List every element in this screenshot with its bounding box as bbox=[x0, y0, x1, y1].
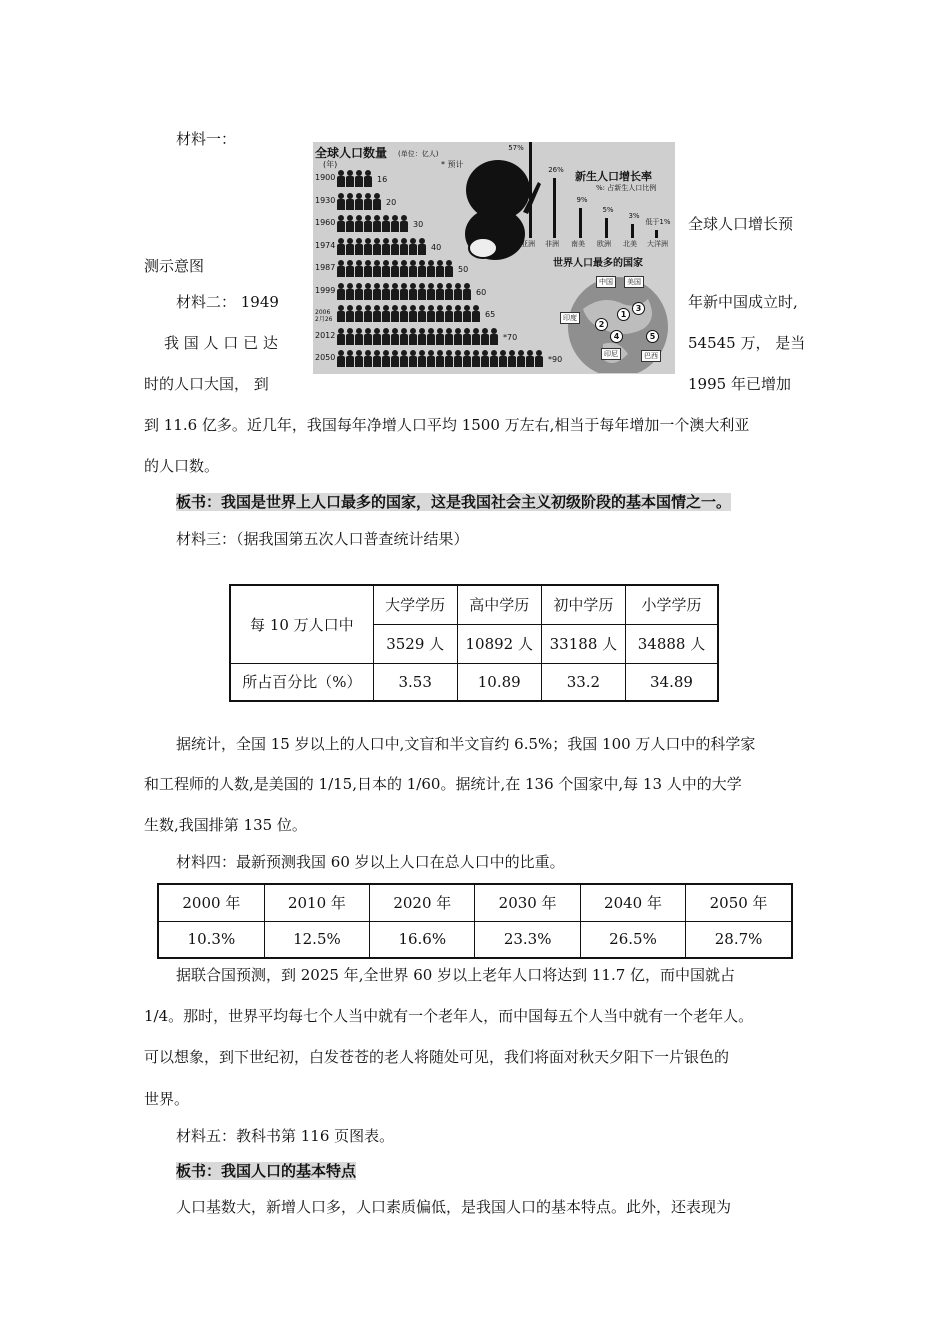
growth-rate-title: 新生人口增长率 bbox=[575, 170, 652, 183]
person-icon bbox=[337, 305, 345, 322]
person-icon bbox=[490, 328, 498, 345]
person-icon bbox=[418, 328, 426, 345]
table3-col-primary: 小学学历 bbox=[625, 585, 718, 624]
person-icon bbox=[346, 215, 354, 232]
person-icon bbox=[382, 350, 390, 367]
person-icon bbox=[499, 350, 507, 367]
person-icon bbox=[454, 350, 462, 367]
table3-pct-primary: 34.89 bbox=[625, 663, 718, 701]
person-icon bbox=[364, 238, 372, 255]
table4-year-2040: 2040 年 bbox=[580, 884, 685, 921]
person-icon bbox=[355, 283, 363, 300]
board-note-1 bbox=[176, 491, 731, 512]
person-icon bbox=[427, 305, 435, 322]
person-icon bbox=[400, 215, 408, 232]
un-line-1: 据联合国预测，到 2025 年,全世界 60 岁以上老年人口将达到 11.7 亿，而中国就占 bbox=[176, 966, 736, 984]
growth-arrow bbox=[655, 230, 658, 238]
row-value-label: 65 bbox=[485, 310, 496, 319]
growth-pct-label: 9% bbox=[576, 196, 588, 204]
person-icon bbox=[472, 350, 480, 367]
person-icon bbox=[445, 350, 453, 367]
table4-year-2050: 2050 年 bbox=[686, 884, 792, 921]
board-note-2 bbox=[176, 1160, 356, 1181]
growth-pct-label: 低于1% bbox=[645, 218, 671, 226]
country-rank-badge: 4 bbox=[610, 330, 623, 343]
person-icon bbox=[517, 350, 525, 367]
person-icon bbox=[355, 193, 363, 210]
person-icon bbox=[373, 215, 381, 232]
person-icon bbox=[373, 193, 381, 210]
person-icon bbox=[364, 170, 372, 187]
person-icon bbox=[445, 305, 453, 322]
population-row bbox=[337, 283, 486, 300]
person-icon bbox=[463, 350, 471, 367]
person-icon bbox=[346, 193, 354, 210]
person-icon bbox=[409, 260, 417, 277]
person-icon bbox=[481, 328, 489, 345]
person-icon bbox=[373, 283, 381, 300]
growth-arrow bbox=[605, 218, 608, 238]
country-rank-badge: 3 bbox=[632, 302, 645, 315]
infographic-year-label: (年) bbox=[323, 160, 338, 169]
material-3-label: 材料三：（据我国第五次人口普查统计结果） bbox=[176, 530, 469, 548]
growth-region-label: 北美 bbox=[623, 240, 637, 248]
table4-value-2030: 23.3% bbox=[475, 921, 580, 958]
person-icon bbox=[346, 283, 354, 300]
person-icon bbox=[337, 260, 345, 277]
table3-pct-middleschool: 33.2 bbox=[541, 663, 625, 701]
person-icon bbox=[355, 215, 363, 232]
country-label: 中国 bbox=[596, 276, 616, 288]
person-icon bbox=[337, 170, 345, 187]
person-icon bbox=[427, 328, 435, 345]
person-icon bbox=[400, 328, 408, 345]
person-icon bbox=[391, 283, 399, 300]
person-icon bbox=[445, 260, 453, 277]
table3-count-highschool: 10892 人 bbox=[457, 624, 541, 663]
material-2-text-c-right: 1995 年已增加 bbox=[688, 375, 791, 393]
person-icon bbox=[400, 350, 408, 367]
material-1-label: 材料一： bbox=[176, 130, 237, 148]
person-icon bbox=[364, 193, 372, 210]
stat-line-2: 和工程师的人数,是美国的 1/15,日本的 1/60。据统计,在 136 个国家中,每 13 人中的大学 bbox=[144, 775, 742, 793]
person-icon bbox=[364, 328, 372, 345]
person-icon bbox=[364, 283, 372, 300]
person-icon bbox=[535, 350, 543, 367]
growth-pct-label: 5% bbox=[602, 206, 614, 214]
row-year-label: 2050 bbox=[315, 353, 336, 362]
material-2-text: 材料二： 1949 bbox=[176, 293, 279, 311]
person-icon bbox=[472, 305, 480, 322]
table4-year-2010: 2010 年 bbox=[264, 884, 369, 921]
material-2-text-b-right: 54545 万， 是当 bbox=[688, 334, 806, 352]
person-icon bbox=[427, 350, 435, 367]
table4-value-2040: 26.5% bbox=[580, 921, 685, 958]
person-icon bbox=[382, 215, 390, 232]
person-icon bbox=[373, 350, 381, 367]
un-line-2: 1/4。那时，世界平均每七个人当中就有一个老年人，而中国每五个人当中就有一个老年人。 bbox=[144, 1007, 754, 1025]
person-icon bbox=[418, 350, 426, 367]
person-icon bbox=[454, 283, 462, 300]
country-label: 美国 bbox=[624, 276, 644, 288]
row-year-label: 1960 bbox=[315, 218, 336, 227]
growth-region-label: 南美 bbox=[571, 240, 585, 248]
person-icon bbox=[427, 260, 435, 277]
material-2-text-right: 年新中国成立时, bbox=[688, 293, 798, 311]
person-icon bbox=[436, 305, 444, 322]
person-icon bbox=[346, 170, 354, 187]
person-icon bbox=[436, 283, 444, 300]
person-icon bbox=[391, 328, 399, 345]
table4-value-2020: 16.6% bbox=[370, 921, 475, 958]
last-line: 人口基数大，新增人口多，人口素质偏低，是我国人口的基本特点。此外，还表现为 bbox=[176, 1198, 732, 1216]
person-icon bbox=[346, 260, 354, 277]
population-row bbox=[337, 215, 423, 232]
growth-region-label: 非洲 bbox=[545, 240, 559, 248]
growth-arrow bbox=[579, 208, 582, 238]
person-icon bbox=[409, 350, 417, 367]
un-line-3: 可以想象，到下世纪初，白发苍苍的老人将随处可见，我们将面对秋天夕阳下一片银色的 bbox=[144, 1048, 730, 1066]
country-label: 巴西 bbox=[641, 350, 661, 362]
row-value-label: 60 bbox=[476, 287, 487, 297]
person-icon bbox=[337, 193, 345, 210]
country-label: 印度 bbox=[560, 312, 580, 324]
person-icon bbox=[382, 328, 390, 345]
person-icon bbox=[373, 305, 381, 322]
row-year-label: 1987 bbox=[315, 263, 336, 272]
person-icon bbox=[463, 328, 471, 345]
person-icon bbox=[418, 238, 426, 255]
stat-line-3: 生数,我国排第 135 位。 bbox=[144, 816, 307, 834]
person-icon bbox=[436, 260, 444, 277]
education-table bbox=[229, 584, 719, 702]
person-icon bbox=[463, 305, 471, 322]
person-icon bbox=[436, 350, 444, 367]
person-icon bbox=[391, 215, 399, 232]
population-row bbox=[337, 305, 495, 322]
growth-arrow bbox=[553, 178, 556, 238]
row-year-label: 2006 2月26 bbox=[315, 309, 333, 323]
person-icon bbox=[337, 350, 345, 367]
infographic-unit: (单位：亿人) bbox=[398, 150, 439, 158]
growth-region-label: 亚洲 bbox=[521, 240, 535, 248]
person-icon bbox=[400, 305, 408, 322]
material-5-label: 材料五：教科书第 116 页图表。 bbox=[176, 1127, 395, 1145]
person-icon bbox=[490, 350, 498, 367]
person-icon bbox=[346, 238, 354, 255]
population-row bbox=[337, 350, 562, 367]
table3-count-primary: 34888 人 bbox=[625, 624, 718, 663]
table3-pct-header: 所占百分比（%） bbox=[230, 663, 373, 701]
person-icon bbox=[337, 238, 345, 255]
person-icon bbox=[373, 260, 381, 277]
person-icon bbox=[526, 350, 534, 367]
population-infographic bbox=[313, 142, 675, 374]
person-icon bbox=[445, 328, 453, 345]
population-row bbox=[337, 193, 396, 210]
table4-year-2020: 2020 年 bbox=[370, 884, 475, 921]
person-icon bbox=[391, 305, 399, 322]
material-1-caption: 全球人口增长预 bbox=[688, 215, 794, 233]
person-icon bbox=[445, 283, 453, 300]
person-icon bbox=[409, 328, 417, 345]
row-year-label: 1930 bbox=[315, 195, 336, 205]
person-icon bbox=[337, 283, 345, 300]
row-value-label: *70 bbox=[503, 332, 518, 342]
person-icon bbox=[364, 260, 372, 277]
person-icon bbox=[409, 305, 417, 322]
table3-row-header: 每 10 万人口中 bbox=[230, 585, 373, 663]
board-note-1-text: 板书：我国是世界上人口最多的国家，这是我国社会主义初级阶段的基本国情之一。 bbox=[176, 493, 732, 511]
country-rank-badge: 5 bbox=[646, 330, 659, 343]
infographic-forecast-note: * 预计 bbox=[441, 160, 464, 169]
growth-pct-label: 3% bbox=[628, 212, 640, 220]
row-year-label: 1900 bbox=[315, 173, 336, 182]
table4-value-2010: 12.5% bbox=[264, 921, 369, 958]
person-icon bbox=[382, 238, 390, 255]
person-icon bbox=[463, 283, 471, 300]
person-icon bbox=[355, 305, 363, 322]
row-value-label: *90 bbox=[548, 355, 563, 364]
un-line-4: 世界。 bbox=[144, 1090, 190, 1108]
person-icon bbox=[454, 305, 462, 322]
person-icon bbox=[472, 328, 480, 345]
person-icon bbox=[382, 283, 390, 300]
row-year-label: 1999 bbox=[315, 285, 336, 295]
board-note-2-text: 板书：我国人口的基本特点 bbox=[176, 1162, 357, 1180]
table3-count-middleschool: 33188 人 bbox=[541, 624, 625, 663]
person-icon bbox=[364, 305, 372, 322]
person-icon bbox=[400, 283, 408, 300]
person-icon bbox=[481, 350, 489, 367]
person-icon bbox=[373, 238, 381, 255]
person-icon bbox=[436, 328, 444, 345]
infographic-title: 全球人口数量 bbox=[315, 146, 388, 160]
row-year-label: 2012 bbox=[315, 330, 336, 340]
table3-count-college: 3529 人 bbox=[373, 624, 457, 663]
most-populous-title: 世界人口最多的国家 bbox=[553, 258, 643, 269]
row-value-label: 16 bbox=[377, 175, 388, 184]
row-value-label: 30 bbox=[413, 220, 424, 229]
person-icon bbox=[346, 328, 354, 345]
person-icon bbox=[454, 328, 462, 345]
table4-year-2030: 2030 年 bbox=[475, 884, 580, 921]
row-value-label: 50 bbox=[458, 265, 469, 274]
table3-col-college: 大学学历 bbox=[373, 585, 457, 624]
person-icon bbox=[382, 305, 390, 322]
population-row bbox=[337, 328, 517, 345]
person-icon bbox=[346, 350, 354, 367]
table4-year-2000: 2000 年 bbox=[158, 884, 264, 921]
person-icon bbox=[391, 350, 399, 367]
growth-region-label: 大洋洲 bbox=[647, 240, 668, 248]
population-row bbox=[337, 170, 387, 187]
person-icon bbox=[400, 260, 408, 277]
person-icon bbox=[400, 238, 408, 255]
person-icon bbox=[418, 305, 426, 322]
population-row bbox=[337, 238, 441, 255]
table4-value-2000: 10.3% bbox=[158, 921, 264, 958]
material-2-text-c: 时的人口大国， 到 bbox=[144, 375, 269, 393]
person-icon bbox=[373, 328, 381, 345]
person-icon bbox=[382, 260, 390, 277]
person-icon bbox=[391, 238, 399, 255]
material-2-text-e: 的人口数。 bbox=[144, 457, 220, 475]
person-icon bbox=[418, 260, 426, 277]
table3-col-middleschool: 初中学历 bbox=[541, 585, 625, 624]
person-icon bbox=[337, 328, 345, 345]
person-icon bbox=[346, 305, 354, 322]
person-icon bbox=[364, 215, 372, 232]
country-label: 印尼 bbox=[601, 348, 621, 360]
growth-pct-label: 26% bbox=[548, 166, 564, 174]
person-icon bbox=[409, 283, 417, 300]
material-2-text-d: 到 11.6 亿多。近几年，我国每年净增人口平均 1500 万左右,相当于每年增加一个澳大利亚 bbox=[144, 416, 750, 434]
growth-arrow bbox=[529, 142, 532, 238]
growth-arrow bbox=[631, 224, 634, 238]
person-icon bbox=[508, 350, 516, 367]
growth-region-label: 欧洲 bbox=[597, 240, 611, 248]
person-icon bbox=[427, 283, 435, 300]
growth-pct-label: 57% bbox=[508, 144, 524, 152]
row-year-label: 1974 bbox=[315, 240, 336, 250]
person-icon bbox=[337, 215, 345, 232]
material-2-text-b: 我 国 人 口 已 达 bbox=[164, 334, 278, 352]
person-icon bbox=[355, 260, 363, 277]
person-icon bbox=[391, 260, 399, 277]
person-icon bbox=[355, 328, 363, 345]
person-icon bbox=[355, 350, 363, 367]
country-rank-badge: 1 bbox=[617, 308, 630, 321]
person-icon bbox=[418, 283, 426, 300]
table3-col-highschool: 高中学历 bbox=[457, 585, 541, 624]
material-4-label: 材料四：最新预测我国 60 岁以上人口在总人口中的比重。 bbox=[176, 853, 565, 871]
table3-pct-college: 3.53 bbox=[373, 663, 457, 701]
row-value-label: 20 bbox=[386, 197, 397, 207]
population-row bbox=[337, 260, 468, 277]
country-rank-badge: 2 bbox=[595, 318, 608, 331]
person-icon bbox=[409, 238, 417, 255]
growth-rate-subtitle: %: 占新生人口比例 bbox=[596, 184, 657, 192]
person-icon bbox=[355, 238, 363, 255]
material-1-caption-cont: 测示意图 bbox=[144, 257, 205, 275]
person-icon bbox=[364, 350, 372, 367]
stat-line-1: 据统计，全国 15 岁以上的人口中,文盲和半文盲约 6.5%；我国 100 万人口中的科学家 bbox=[176, 735, 756, 753]
person-icon bbox=[355, 170, 363, 187]
row-value-label: 40 bbox=[431, 242, 442, 252]
table4-value-2050: 28.7% bbox=[686, 921, 792, 958]
table3-pct-highschool: 10.89 bbox=[457, 663, 541, 701]
aging-table bbox=[157, 883, 793, 959]
